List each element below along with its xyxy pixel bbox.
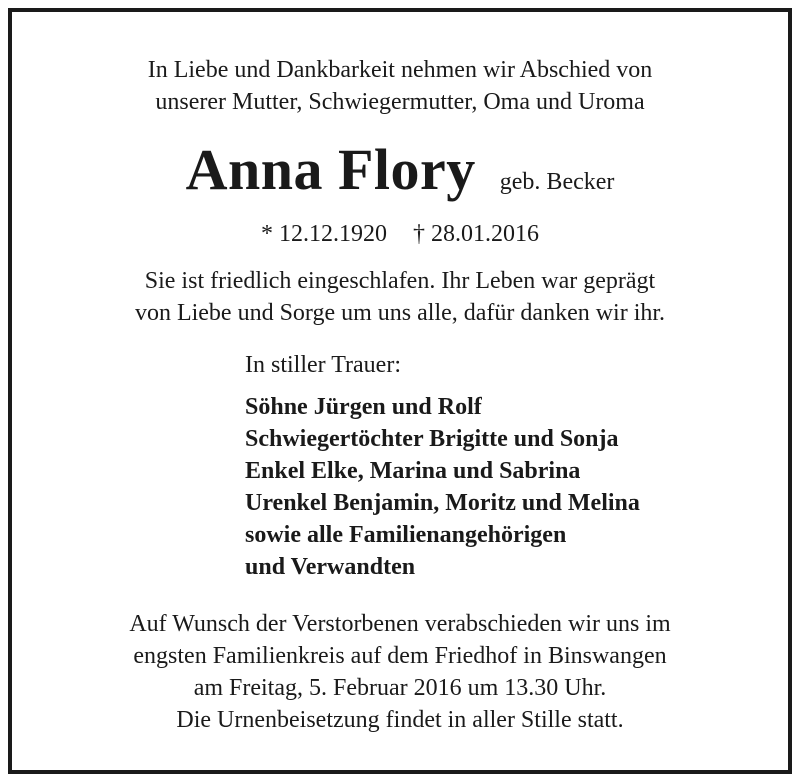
intro-line: In Liebe und Dankbarkeit nehmen wir Abschied von (147, 57, 653, 83)
mourner-entry: Söhne Jürgen und Rolf (245, 394, 482, 420)
funeral-line: Auf Wunsch der Verstorbenen verabschieden wir uns im (129, 611, 671, 637)
deceased-name-line (12, 136, 788, 203)
mourners-block (245, 349, 765, 583)
message-line: Sie ist friedlich eingeschlafen. Ihr Leben war geprägt (144, 268, 656, 294)
birth-date: * 12.12.1920 (261, 221, 387, 247)
intro-line: unserer Mutter, Schwiegermutter, Oma und Uroma (155, 89, 645, 115)
deceased-name: Anna Flory (185, 137, 476, 202)
mourner-entry: Urenkel Benjamin, Moritz und Melina (245, 490, 640, 516)
life-dates (12, 218, 788, 250)
funeral-line: Die Urnenbeisetzung findet in aller Stille statt. (176, 707, 624, 733)
mourners-list (245, 391, 765, 583)
funeral-line: engsten Familienkreis auf dem Friedhof in Binswangen (133, 643, 667, 669)
mourners-heading: In stiller Trauer: (245, 352, 401, 378)
funeral-details (12, 608, 788, 736)
mourner-entry: Schwiegertöchter Brigitte und Sonja (245, 426, 619, 452)
mourner-entry: Enkel Elke, Marina und Sabrina (245, 458, 581, 484)
funeral-line: am Freitag, 5. Februar 2016 um 13.30 Uhr. (193, 675, 607, 701)
memorial-message (12, 265, 788, 329)
birth-name: geb. Becker (499, 169, 615, 195)
intro-text (12, 54, 788, 118)
death-date: † 28.01.2016 (413, 221, 539, 247)
mourner-entry: und Verwandten (245, 554, 416, 580)
mourner-entry: sowie alle Familienangehörigen (245, 522, 567, 548)
message-line: von Liebe und Sorge um uns alle, dafür danken wir ihr. (134, 300, 666, 326)
obituary-notice (8, 8, 792, 774)
